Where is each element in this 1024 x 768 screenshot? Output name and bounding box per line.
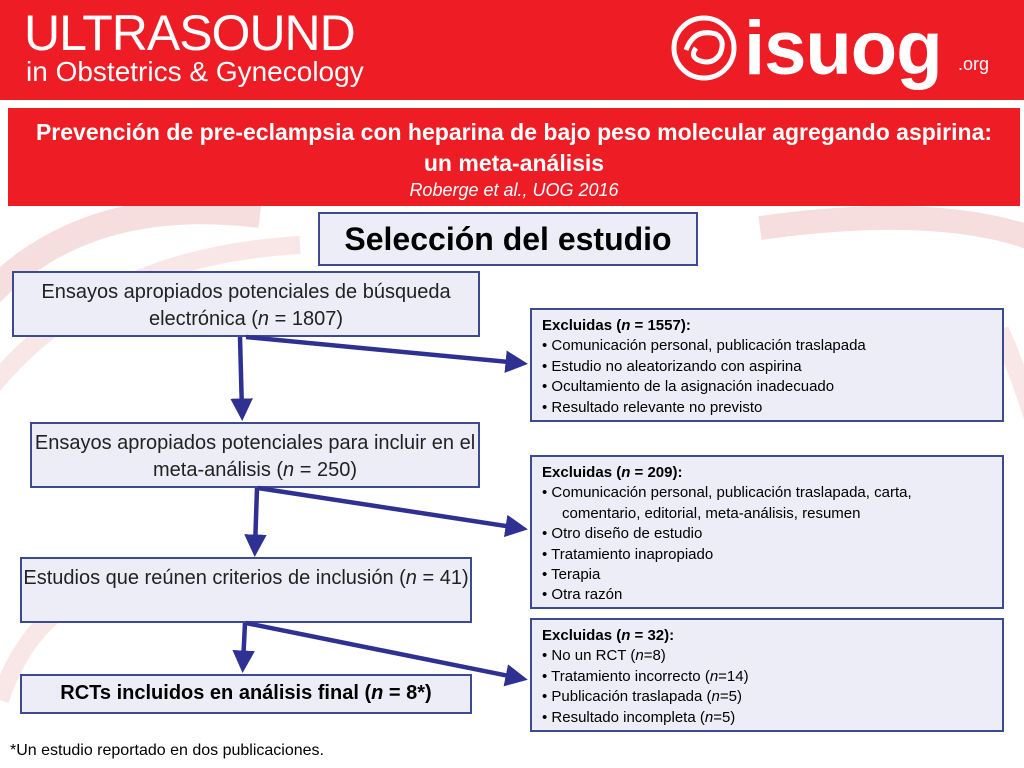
- flow-box-text: Ensayos apropiados potenciales para incluir en el meta-análisis (: [34, 432, 476, 481]
- flow-box-count: = 8*): [383, 682, 432, 704]
- n-symbol: n: [704, 708, 714, 726]
- arrow-down-2: [255, 488, 257, 548]
- n-symbol: n: [283, 459, 295, 481]
- exclusion-item: • Comunicación personal, publicación traslapada: [542, 337, 866, 355]
- arrow-right-3: [246, 623, 519, 678]
- arrow-down-1: [240, 337, 242, 412]
- arrow-down-3: [243, 623, 245, 664]
- flow-box-text: Ensayos apropiados potenciales de búsqueda electrónica (: [41, 281, 451, 330]
- flow-box-count: = 41): [416, 567, 469, 589]
- logo-text: isuog: [744, 6, 942, 91]
- exclusion-item: • Ocultamiento de la asignación inadecuado: [542, 378, 835, 396]
- n-symbol: n: [711, 688, 720, 706]
- exclusion-heading-label: Excluidas (: [542, 464, 622, 481]
- exclusion-heading-label: Excluidas (: [542, 627, 622, 644]
- exclusion-heading-count: = 32):: [630, 627, 675, 644]
- exclusion-item-label: • No un RCT (: [542, 647, 636, 665]
- footnote: *Un estudio reportado en dos publicaciones.: [10, 742, 324, 759]
- journal-title: ULTRASOUND: [24, 5, 355, 61]
- exclusion-item: • Estudio no aleatorizando con aspirina: [542, 357, 802, 375]
- exclusion-item: • Otra razón: [542, 586, 623, 604]
- n-symbol: n: [635, 647, 644, 665]
- flow-box-count: = 1807): [269, 308, 343, 330]
- exclusion-item-count: =5): [719, 688, 742, 706]
- n-symbol: n: [709, 667, 719, 685]
- section-title: Selección del estudio: [318, 212, 698, 266]
- n-symbol: n: [621, 627, 631, 644]
- journal-subtitle: in Obstetrics & Gynecology: [26, 56, 364, 87]
- arrow-right-2: [258, 488, 519, 528]
- flow-box-count: = 250): [294, 459, 357, 481]
- exclusion-item: • Otro diseño de estudio: [542, 525, 703, 543]
- exclusion-heading-label: Excluidas (: [542, 317, 622, 334]
- n-symbol: n: [405, 567, 417, 589]
- n-symbol: n: [257, 308, 270, 330]
- logo-suffix: .org: [958, 54, 990, 74]
- exclusion-item-label: • Tratamiento incorrecto (: [542, 667, 710, 685]
- flow-box-text: RCTs incluidos en análisis final (: [60, 682, 372, 704]
- exclusion-item-label: • Resultado incompleta (: [542, 708, 705, 726]
- exclusion-item: • Tratamiento inapropiado: [542, 545, 714, 563]
- paper-citation: Roberge et al., UOG 2016: [409, 180, 619, 200]
- flow-box-text: Estudios que reúnen criterios de inclusión (: [23, 567, 406, 589]
- exclusion-item-continuation: comentario, editorial, meta-análisis, resumen: [562, 504, 861, 522]
- paper-title: Prevención de pre-eclampsia con heparina de bajo peso molecular agregando aspirina: un meta-análisis: [35, 119, 993, 176]
- exclusion-item-count: =8): [643, 647, 666, 665]
- exclusion-item: • Comunicación personal, publicación traslapada, carta,: [542, 484, 912, 502]
- exclusion-item-count: =14): [718, 667, 749, 685]
- n-symbol: n: [621, 317, 631, 334]
- exclusion-item-count: =5): [713, 708, 736, 726]
- n-symbol: n: [621, 464, 631, 481]
- exclusion-heading-count: = 1557):: [630, 317, 691, 334]
- exclusion-item-label: • Publicación traslapada (: [542, 688, 712, 706]
- arrow-right-1: [246, 337, 519, 363]
- exclusion-item: • Terapia: [542, 566, 601, 584]
- exclusion-heading-count: = 209):: [630, 464, 683, 481]
- n-symbol: n: [371, 682, 384, 704]
- exclusion-item: • Resultado relevante no previsto: [542, 398, 763, 416]
